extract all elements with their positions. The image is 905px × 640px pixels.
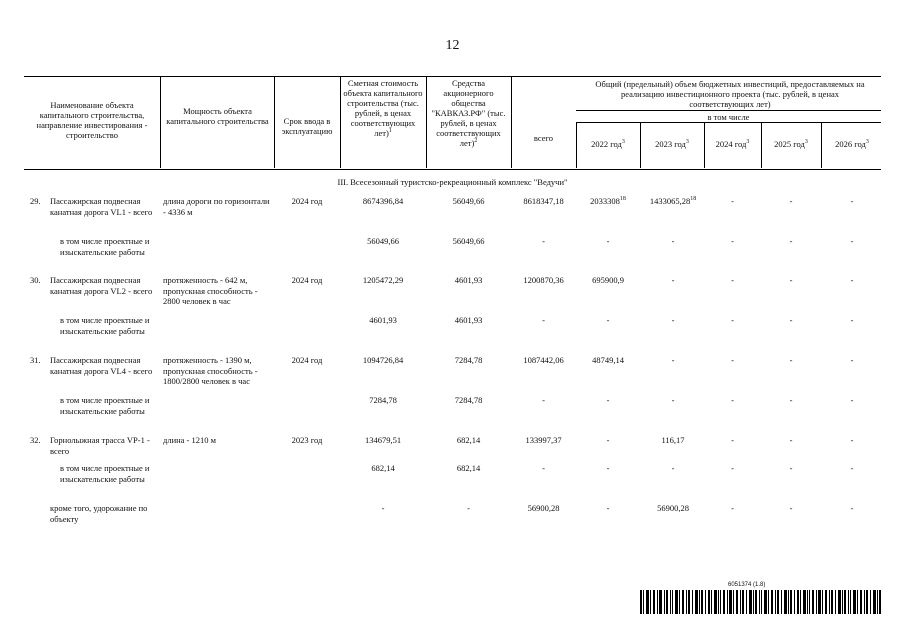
row-funds: 4601,93 bbox=[454, 275, 483, 285]
row-2022: - bbox=[606, 395, 610, 405]
row-capacity: длина - 1210 м bbox=[163, 435, 217, 445]
row-2025: - bbox=[789, 236, 793, 246]
row-2024: - bbox=[731, 355, 734, 365]
row-2023: - bbox=[671, 395, 675, 405]
row-2026: - bbox=[850, 315, 854, 325]
row-name: Горнолыжная трасса VP-1 - всего bbox=[50, 435, 150, 456]
row-2023: - bbox=[671, 236, 675, 246]
row-2024: - bbox=[731, 463, 734, 473]
row-cost: 4601,93 bbox=[369, 315, 397, 325]
row-2026: - bbox=[850, 503, 854, 513]
row-2022: - bbox=[606, 236, 610, 246]
row-2022: 695900,9 bbox=[592, 275, 624, 285]
row-2022: 48749,14 bbox=[592, 355, 624, 365]
row-name: Пассажирская подвесная канатная дорога VL4 - всего bbox=[50, 355, 153, 376]
barcode-image bbox=[640, 590, 882, 614]
header-funds: Средства акционерного общества "КАВКАЗ.РФ" (тыс. рублей, в ценах соответствующих лет)$^2$ bbox=[431, 78, 506, 148]
header-cost: Сметная стоимость объекта капитального строительства (тыс. рублей, в ценах соответствующих лет)$^1$ bbox=[343, 78, 423, 138]
row-cost: - bbox=[381, 503, 385, 513]
row-2022: - bbox=[606, 463, 610, 473]
row-total: 56900,28 bbox=[527, 503, 560, 513]
row-number: 29. bbox=[30, 196, 41, 206]
row-cost: 7284,78 bbox=[369, 395, 397, 405]
header-year-2024: 2024 год$^3$ bbox=[715, 139, 750, 149]
row-2025: - bbox=[789, 315, 793, 325]
row-2025: - bbox=[789, 395, 793, 405]
row-total: - bbox=[542, 463, 545, 473]
row-term: 2024 год bbox=[291, 275, 323, 285]
row-cost: 56049,66 bbox=[367, 236, 399, 246]
row-cost: 134679,51 bbox=[364, 435, 402, 445]
row-funds: 56049,66 bbox=[452, 196, 485, 206]
row-2025: - bbox=[789, 196, 793, 206]
row-2023: 1433065,28$^{18}$ bbox=[649, 196, 697, 206]
row-total: - bbox=[542, 236, 545, 246]
row-2026: - bbox=[850, 196, 854, 206]
header-name: Наименование объекта капитального строительства, направление инвестирования - строительство bbox=[36, 100, 148, 140]
row-name: Пассажирская подвесная канатная дорога VL1 - всего bbox=[50, 196, 153, 217]
header-year-2023: 2023 год$^3$ bbox=[655, 139, 689, 149]
row-2023: - bbox=[671, 275, 675, 285]
row-capacity: длина дороги по горизонтали - 4336 м bbox=[163, 196, 270, 217]
row-2024: - bbox=[731, 275, 734, 285]
row-2024: - bbox=[731, 435, 734, 445]
header-year-2022: 2022 год$^3$ bbox=[591, 139, 625, 149]
row-funds: 4601,93 bbox=[454, 315, 483, 325]
row-2024: - bbox=[731, 196, 734, 206]
row-funds: 56049,66 bbox=[452, 236, 485, 246]
row-name: в том числе проектные и изыскательские работы bbox=[60, 236, 150, 257]
row-total: - bbox=[542, 315, 545, 325]
row-name: в том числе проектные и изыскательские работы bbox=[60, 315, 150, 336]
row-2025: - bbox=[789, 463, 793, 473]
header-total: всего bbox=[533, 133, 554, 143]
row-number: 31. bbox=[30, 355, 41, 365]
row-2022: - bbox=[606, 315, 610, 325]
row-capacity: протяженность - 642 м, пропускная способность - 2800 человек в час bbox=[163, 275, 258, 306]
row-cost: 1205472,29 bbox=[362, 275, 404, 285]
row-name: в том числе проектные и изыскательские работы bbox=[60, 463, 150, 484]
header-term: Срок ввода в эксплуатацию bbox=[281, 116, 333, 136]
header-incl: в том числе bbox=[707, 112, 750, 122]
row-2026: - bbox=[850, 236, 854, 246]
row-total: 133997,37 bbox=[525, 435, 562, 445]
header-total-group: Общий (предельный) объем бюджетных инвестиций, предоставляемых на реализацию инвестиционного проекта (тыс. рублей, в ценах соответствующих лет) bbox=[595, 79, 865, 109]
row-number: 30. bbox=[30, 275, 41, 285]
row-2026: - bbox=[850, 395, 854, 405]
row-funds: 682,14 bbox=[456, 435, 481, 445]
row-funds: 7284,78 bbox=[454, 355, 483, 365]
section-title: III. Всесезонный туристско-рекреационный комплекс "Ведучи" bbox=[337, 177, 568, 187]
row-total: 1200870,36 bbox=[523, 275, 564, 285]
row-2024: - bbox=[731, 236, 734, 246]
row-2023: 116,17 bbox=[661, 435, 685, 445]
row-funds: 682,14 bbox=[456, 463, 481, 473]
page-number: 12 bbox=[445, 38, 460, 53]
row-cost: 682,14 bbox=[371, 463, 395, 473]
row-2024: - bbox=[731, 395, 734, 405]
row-2023: - bbox=[671, 355, 675, 365]
row-2022: - bbox=[606, 435, 610, 445]
row-name: в том числе проектные и изыскательские работы bbox=[60, 395, 150, 416]
row-total: 8618347,18 bbox=[523, 196, 564, 206]
row-cost: 8674396,84 bbox=[362, 196, 404, 206]
row-2026: - bbox=[850, 355, 854, 365]
row-2025: - bbox=[789, 275, 793, 285]
row-funds: - bbox=[467, 503, 470, 513]
row-funds: 7284,78 bbox=[454, 395, 483, 405]
row-2025: - bbox=[789, 435, 793, 445]
row-number: 32. bbox=[30, 435, 41, 445]
header-capacity: Мощность объекта капитального строительства bbox=[166, 106, 269, 126]
row-capacity: протяженность - 1390 м, пропускная способность - 1800/2800 человек в час bbox=[163, 355, 258, 386]
row-2023: - bbox=[671, 463, 675, 473]
row-2025: - bbox=[789, 355, 793, 365]
row-term: 2023 год bbox=[291, 435, 323, 445]
row-2025: - bbox=[789, 503, 793, 513]
header-year-2025: 2025 год$^3$ bbox=[774, 139, 808, 149]
row-cost: 1094726,84 bbox=[362, 355, 404, 365]
row-2023: 56900,28 bbox=[657, 503, 689, 513]
row-2024: - bbox=[731, 503, 734, 513]
row-2024: - bbox=[731, 315, 734, 325]
row-2026: - bbox=[850, 463, 854, 473]
row-total: 1087442,06 bbox=[523, 355, 564, 365]
row-2026: - bbox=[850, 435, 854, 445]
row-term: 2024 год bbox=[291, 355, 323, 365]
header-year-2026: 2026 год$^3$ bbox=[835, 139, 869, 149]
row-2026: - bbox=[850, 275, 854, 285]
row-name: Пассажирская подвесная канатная дорога VL2 - всего bbox=[50, 275, 153, 296]
row-2023: - bbox=[671, 315, 675, 325]
barcode-label: 6051374 (1.8) bbox=[728, 582, 766, 588]
row-term: 2024 год bbox=[291, 196, 323, 206]
row-total: - bbox=[542, 395, 545, 405]
row-2022: - bbox=[606, 503, 610, 513]
row-name: кроме того, удорожание по объекту bbox=[50, 503, 148, 524]
row-2022: 2033308$^{18}$ bbox=[590, 196, 626, 206]
